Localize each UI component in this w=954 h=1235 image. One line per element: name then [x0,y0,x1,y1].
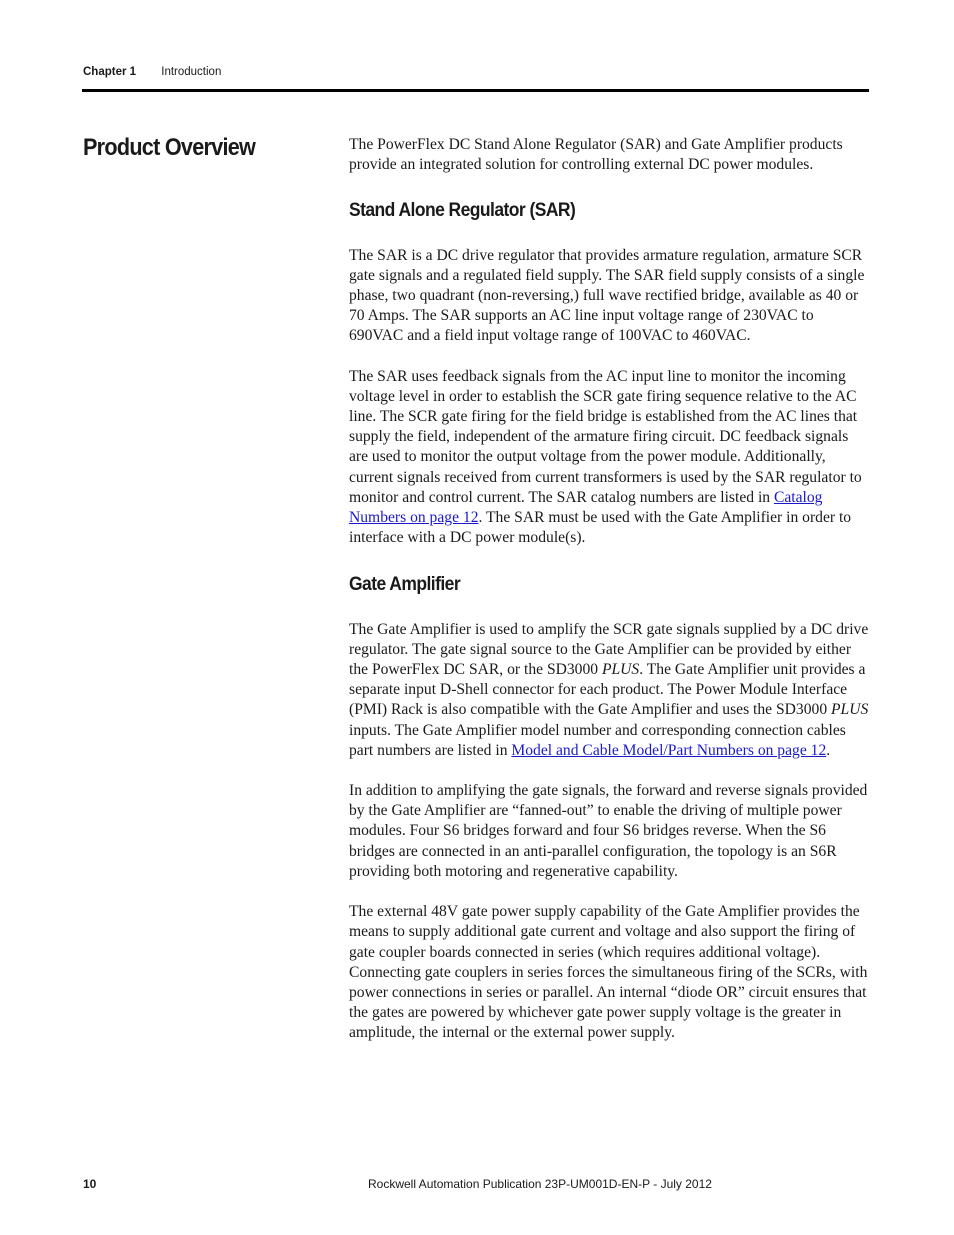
publication-footer: Rockwell Automation Publication 23P-UM001D-EN-P - July 2012 [368,1177,712,1191]
header-rule [82,89,869,92]
section-label: Introduction [161,66,222,78]
sar-paragraph-2 [349,367,871,549]
sar-p2-text-b: . The SAR must be used with the Gate Amplifier in order to interface with a DC power module(s). [349,509,852,547]
sar-paragraph-1: The SAR is a DC drive regulator that provides armature regulation, armature SCR gate signals and a regulated field supply. The SAR field supply consists of a single phase, two quadrant (non-reversing,) full wave rectified bridge, available as 40 or 70 Amps. The SAR supports an AC line input voltage range of 230VAC to 690VAC and a field input voltage range of 100VAC to 460VAC. [349,246,865,345]
chapter-label: Chapter 1 [83,66,137,78]
sar-p2-text-a: The SAR uses feedback signals from the AC input line to monitor the incoming voltage level in order to establish the SCR gate firing sequence relative to the AC line. The SCR gate firing for the field bridge is established from the AC lines that supply the field, independent of the armature firing circuit. DC feedback signals are used to monitor the output voltage from the power module. Additionally, current signals received from current transformers is used by the SAR regulator to monitor and control current. The SAR catalog numbers are listed in [349,367,862,506]
catalog-numbers-link[interactable]: Catalog Numbers on page 12 [349,488,823,527]
gate-amplifier-heading: Gate Amplifier [349,574,461,596]
page-title: Product Overview [83,134,256,161]
gate-p1-text-b: . The Gate Amplifier unit provides a separate input D-Shell connector for each product. The Power Module Interface (PMI) Rack is also compatible with the Gate Amplifier and uses the SD3000 [349,661,866,719]
gate-paragraph-2: In addition to amplifying the gate signals, the forward and reverse signals provided by the Gate Amplifier are “fanned-out” to enable the driving of multiple power modules. Four S6 bridges forward and four S6 bridges reverse. When the S6 bridges are connected in an anti-parallel configuration, the topology is an S6R providing both motoring and regenerative capability. [349,782,868,880]
gate-p1-text-d: . [826,741,831,759]
gate-p1-text-a: The Gate Amplifier is used to amplify the SCR gate signals supplied by a DC drive regulator. The gate signal source to the Gate Amplifier can be provided by either the PowerFlex DC SAR, or the SD3000 [349,620,869,679]
model-part-numbers-link[interactable]: Model and Cable Model/Part Numbers on page 12 [511,741,827,759]
body-column [349,135,871,1064]
intro-paragraph: The PowerFlex DC Stand Alone Regulator (SAR) and Gate Amplifier products provide an integrated solution for controlling external DC power modules. [349,136,843,174]
gate-p1-text-c: inputs. The Gate Amplifier model number and corresponding connection cables part numbers are listed in [349,721,846,759]
plus-italic: PLUS [601,661,640,679]
plus-italic: PLUS [831,701,869,719]
page-number: 10 [83,1177,97,1191]
gate-paragraph-3: The external 48V gate power supply capability of the Gate Amplifier provides the means to supply additional gate current and voltage and also support the firing of gate coupler boards connected in series (which requires additional voltage). Connecting gate couplers in series forces the simultaneous firing of the SCRs, with power connections in series or parallel. An internal “diode OR” circuit ensures that the gates are powered by whichever gate power supply voltage is the greater in amplitude, the internal or the external power supply. [349,903,868,1042]
gate-paragraph-1 [349,620,871,761]
sar-heading: Stand Alone Regulator (SAR) [349,200,576,222]
running-header [83,66,221,78]
